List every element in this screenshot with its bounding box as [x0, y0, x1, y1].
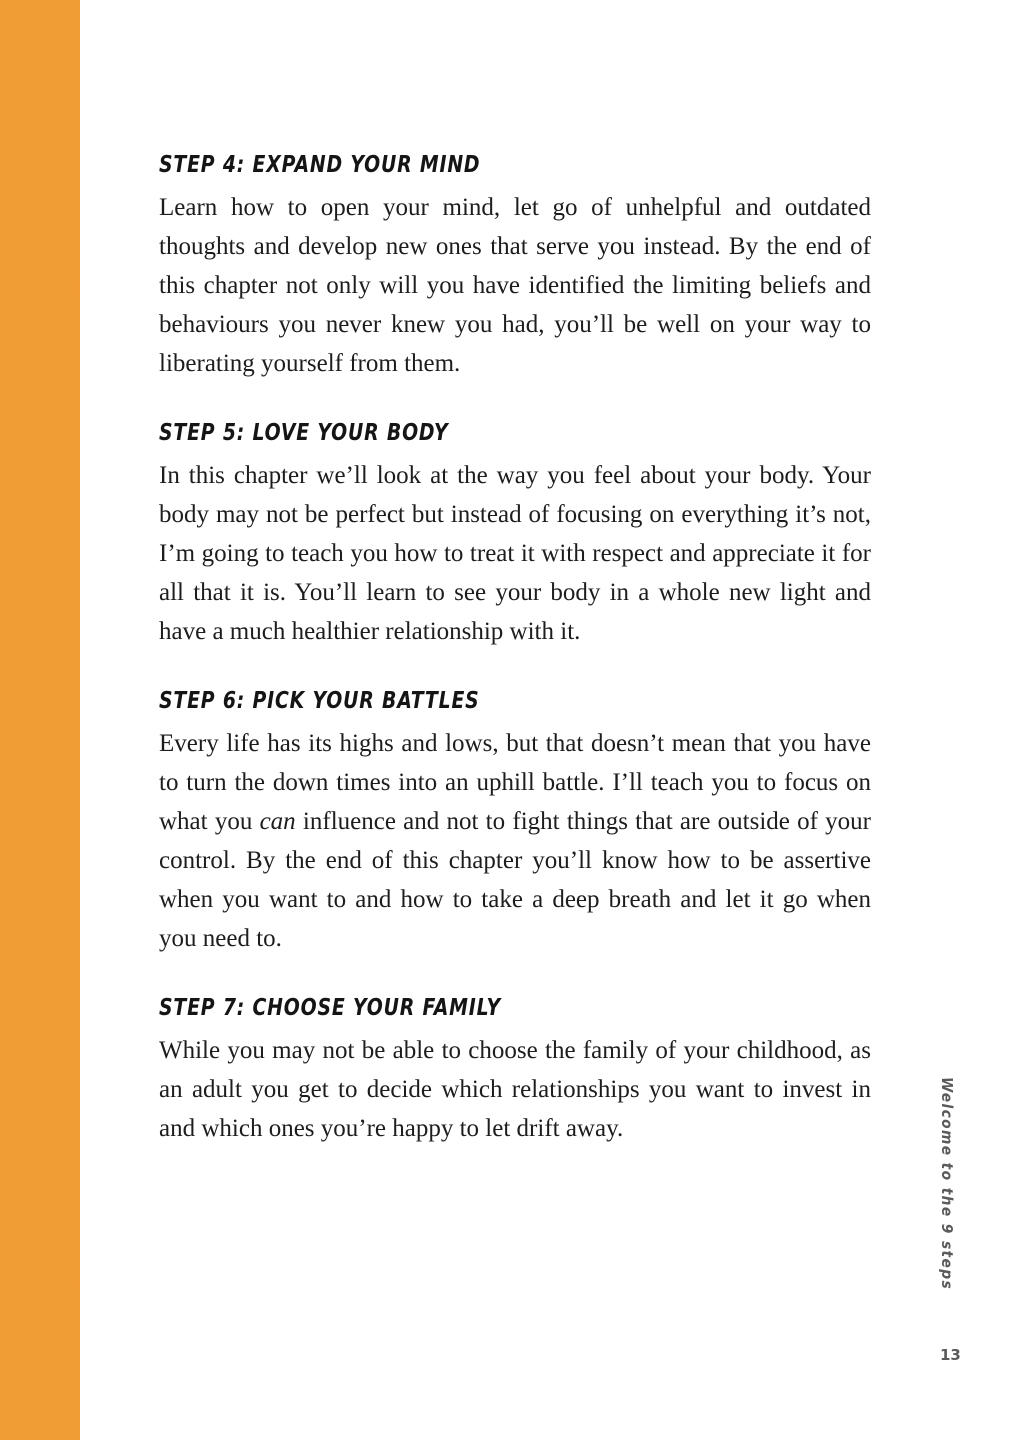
decorative-edge-stripe: [0, 0, 80, 1440]
step-heading: STEP 6: PICK YOUR BATTLES: [159, 688, 480, 714]
step-heading: STEP 7: CHOOSE YOUR FAMILY: [159, 995, 501, 1021]
emphasis-text: can: [259, 808, 296, 835]
step-5-section: [159, 416, 871, 651]
torn-paper-edge: [0, 0, 90, 1440]
step-7-section: [159, 991, 871, 1148]
step-body: Learn how to open your mind, let go of unhelpful and outdated thoughts and develop new ones that serve you instead. By the end of this chapter not only will you have identified the limiting beliefs and behaviours you never knew you had, you’ll be well on your way to liberating yourself from them.: [159, 194, 871, 377]
page-number: 13: [940, 1346, 961, 1364]
step-4-section: [159, 148, 871, 383]
step-heading: STEP 4: EXPAND YOUR MIND: [159, 152, 481, 178]
step-6-section: [159, 684, 871, 958]
step-body-text: influence and not to fight things that are outside of your control. By the end of this chapter you’ll know how to be assertive when you want to and how to take a deep breath and let it go when you need to.: [159, 808, 871, 952]
chapter-running-head: Welcome to the 9 steps: [938, 1077, 956, 1291]
step-heading: STEP 5: LOVE YOUR BODY: [159, 420, 449, 446]
step-body-text: Every life has its highs and lows, but that doesn’t mean that you have to turn the down times into an uphill battle. I’ll teach you to focus on what you: [159, 730, 871, 835]
step-body: While you may not be able to choose the family of your childhood, as an adult you get to decide which relationships you want to invest in and which ones you’re happy to let drift away.: [159, 1037, 871, 1142]
step-body: In this chapter we’ll look at the way you feel about your body. Your body may not be perfect but instead of focusing on everything it’s not, I’m going to teach you how to treat it with respect and appreciate it for all that it is. You’ll learn to see your body in a whole new light and have a much healthier relationship with it.: [159, 462, 871, 645]
step-body: [159, 724, 871, 958]
page-content: [159, 148, 871, 1181]
